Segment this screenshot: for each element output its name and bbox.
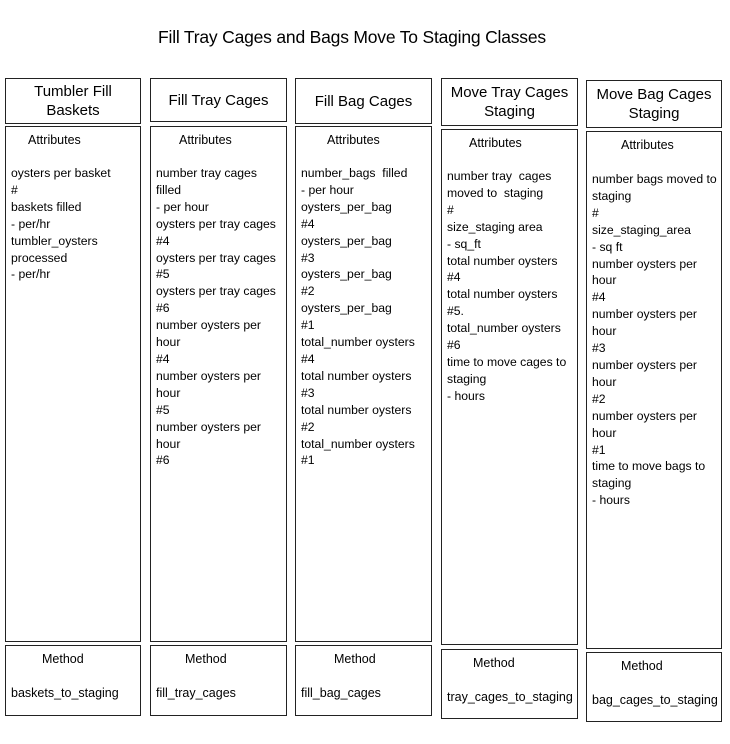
attribute-line: number tray cages — [447, 169, 552, 183]
attribute-line: number oysters per hour — [156, 318, 265, 350]
methods-compartment — [295, 645, 432, 716]
attribute-line: number bags moved to — [592, 172, 717, 186]
attribute-line: total number oysters — [301, 402, 412, 417]
attribute-line: oysters_per_bag — [301, 233, 392, 248]
methods-heading: Method — [334, 652, 376, 666]
class-name: Fill Bag Cages — [314, 92, 413, 110]
attribute-line: staging — [592, 476, 632, 491]
attribute-line: #4 — [301, 351, 315, 366]
attribute-line: moved to staging — [447, 185, 544, 200]
attribute-line: number oysters per hour — [592, 256, 701, 288]
attribute-line: #6 — [447, 338, 461, 353]
attribute-line: total number oysters — [447, 287, 558, 302]
attribute-line: number oysters per hour — [156, 419, 265, 451]
method-name: fill_bag_cages — [301, 686, 381, 700]
method-name: fill_tray_cages — [156, 686, 236, 700]
attribute-line: #3 — [301, 385, 315, 400]
attribute-line: number oysters per hour — [592, 408, 701, 440]
attribute-line: #1 — [301, 318, 315, 333]
attribute-line: - per/hr — [11, 267, 51, 282]
attribute-line: oysters per basket — [11, 166, 111, 180]
attribute-line: total number oysters — [301, 368, 412, 383]
attribute-line: #4 — [592, 290, 606, 305]
attributes-compartment — [586, 131, 722, 649]
attribute-line: - hours — [592, 493, 630, 508]
methods-heading: Method — [42, 652, 84, 666]
class-name: Move Bag Cages Staging — [596, 86, 712, 122]
attribute-line: baskets filled — [11, 199, 82, 214]
class-name: Move Tray Cages Staging — [450, 84, 569, 120]
attribute-line: oysters per tray cages — [156, 216, 276, 231]
attribute-line: #4 — [447, 270, 461, 285]
attribute-line: # — [592, 205, 599, 220]
attribute-line: tumbler_oysters — [11, 233, 98, 248]
class-name-box — [441, 78, 578, 126]
attribute-line: total_number oysters — [447, 321, 561, 336]
attribute-line: staging — [592, 188, 632, 203]
attribute-list — [151, 165, 286, 469]
attribute-line: size_staging_area — [592, 222, 691, 237]
diagram-title: Fill Tray Cages and Bags Move To Staging Classes — [158, 27, 546, 47]
class-name-box — [586, 80, 722, 128]
attribute-line: #3 — [301, 250, 315, 265]
attribute-line: - hours — [447, 388, 485, 403]
attribute-line: #1 — [301, 453, 315, 468]
attributes-heading: Attributes — [469, 136, 522, 150]
attribute-line: number oysters per hour — [592, 357, 701, 389]
attribute-list — [442, 168, 577, 405]
attribute-line: - per hour — [301, 182, 354, 197]
attribute-line: # — [447, 202, 454, 217]
methods-heading: Method — [473, 656, 515, 670]
attribute-line: #3 — [592, 341, 606, 356]
attribute-line: - sq_ft — [447, 236, 481, 251]
attribute-line: #4 — [156, 233, 170, 248]
attribute-list — [296, 165, 431, 469]
attribute-line: oysters per tray cages — [156, 250, 276, 265]
attribute-line: oysters_per_bag — [301, 199, 392, 214]
attribute-line: #6 — [156, 453, 170, 468]
attributes-heading: Attributes — [179, 133, 232, 147]
attribute-list — [6, 165, 140, 283]
attribute-line: #2 — [301, 284, 315, 299]
attribute-list — [587, 171, 721, 509]
attribute-line: #2 — [592, 391, 606, 406]
attribute-line: #4 — [301, 216, 315, 231]
attribute-line: #6 — [156, 301, 170, 316]
class-name-box — [5, 78, 141, 124]
attribute-line: total_number oysters — [301, 335, 415, 350]
attribute-line: number tray cages filled — [156, 166, 264, 197]
attribute-line: processed — [11, 250, 68, 265]
class-name-box — [295, 78, 432, 124]
attribute-line: - per/hr — [11, 216, 51, 231]
attribute-line: #2 — [301, 419, 315, 434]
method-name: tray_cages_to_staging — [447, 690, 573, 704]
methods-compartment — [5, 645, 141, 716]
attributes-compartment — [150, 126, 287, 642]
attribute-line: size_staging area — [447, 219, 543, 234]
attribute-line: #4 — [156, 351, 170, 366]
attribute-line: staging — [447, 371, 487, 386]
attribute-line: #5. — [447, 304, 464, 319]
attribute-line: #5 — [156, 402, 170, 417]
attribute-line: oysters_per_bag — [301, 267, 392, 282]
attribute-line: total_number oysters — [301, 436, 415, 451]
attribute-line: # — [11, 182, 18, 197]
attribute-line: time to move bags to — [592, 459, 706, 474]
method-name: baskets_to_staging — [11, 686, 119, 700]
attribute-line: number oysters per hour — [592, 307, 701, 339]
attribute-line: number_bags filled — [301, 166, 408, 180]
attribute-line: oysters_per_bag — [301, 301, 392, 316]
attributes-heading: Attributes — [28, 133, 81, 147]
methods-compartment — [441, 649, 578, 719]
attributes-heading: Attributes — [327, 133, 380, 147]
attribute-line: #1 — [592, 442, 606, 457]
attributes-compartment — [5, 126, 141, 642]
attributes-compartment — [441, 129, 578, 645]
attribute-line: - sq ft — [592, 239, 623, 254]
attribute-line: time to move cages to — [447, 354, 567, 369]
methods-heading: Method — [621, 659, 663, 673]
attribute-line: number oysters per hour — [156, 368, 265, 400]
class-name-box — [150, 78, 287, 122]
attribute-line: oysters per tray cages — [156, 284, 276, 299]
attributes-compartment — [295, 126, 432, 642]
methods-compartment — [586, 652, 722, 722]
methods-heading: Method — [185, 652, 227, 666]
attribute-line: total number oysters — [447, 253, 558, 268]
method-name: bag_cages_to_staging — [592, 693, 718, 707]
class-name: Tumbler Fill Baskets — [34, 83, 112, 119]
methods-compartment — [150, 645, 287, 716]
attribute-line: #5 — [156, 267, 170, 282]
attributes-heading: Attributes — [621, 138, 674, 152]
attribute-line: - per hour — [156, 199, 209, 214]
class-name: Fill Tray Cages — [168, 91, 269, 109]
